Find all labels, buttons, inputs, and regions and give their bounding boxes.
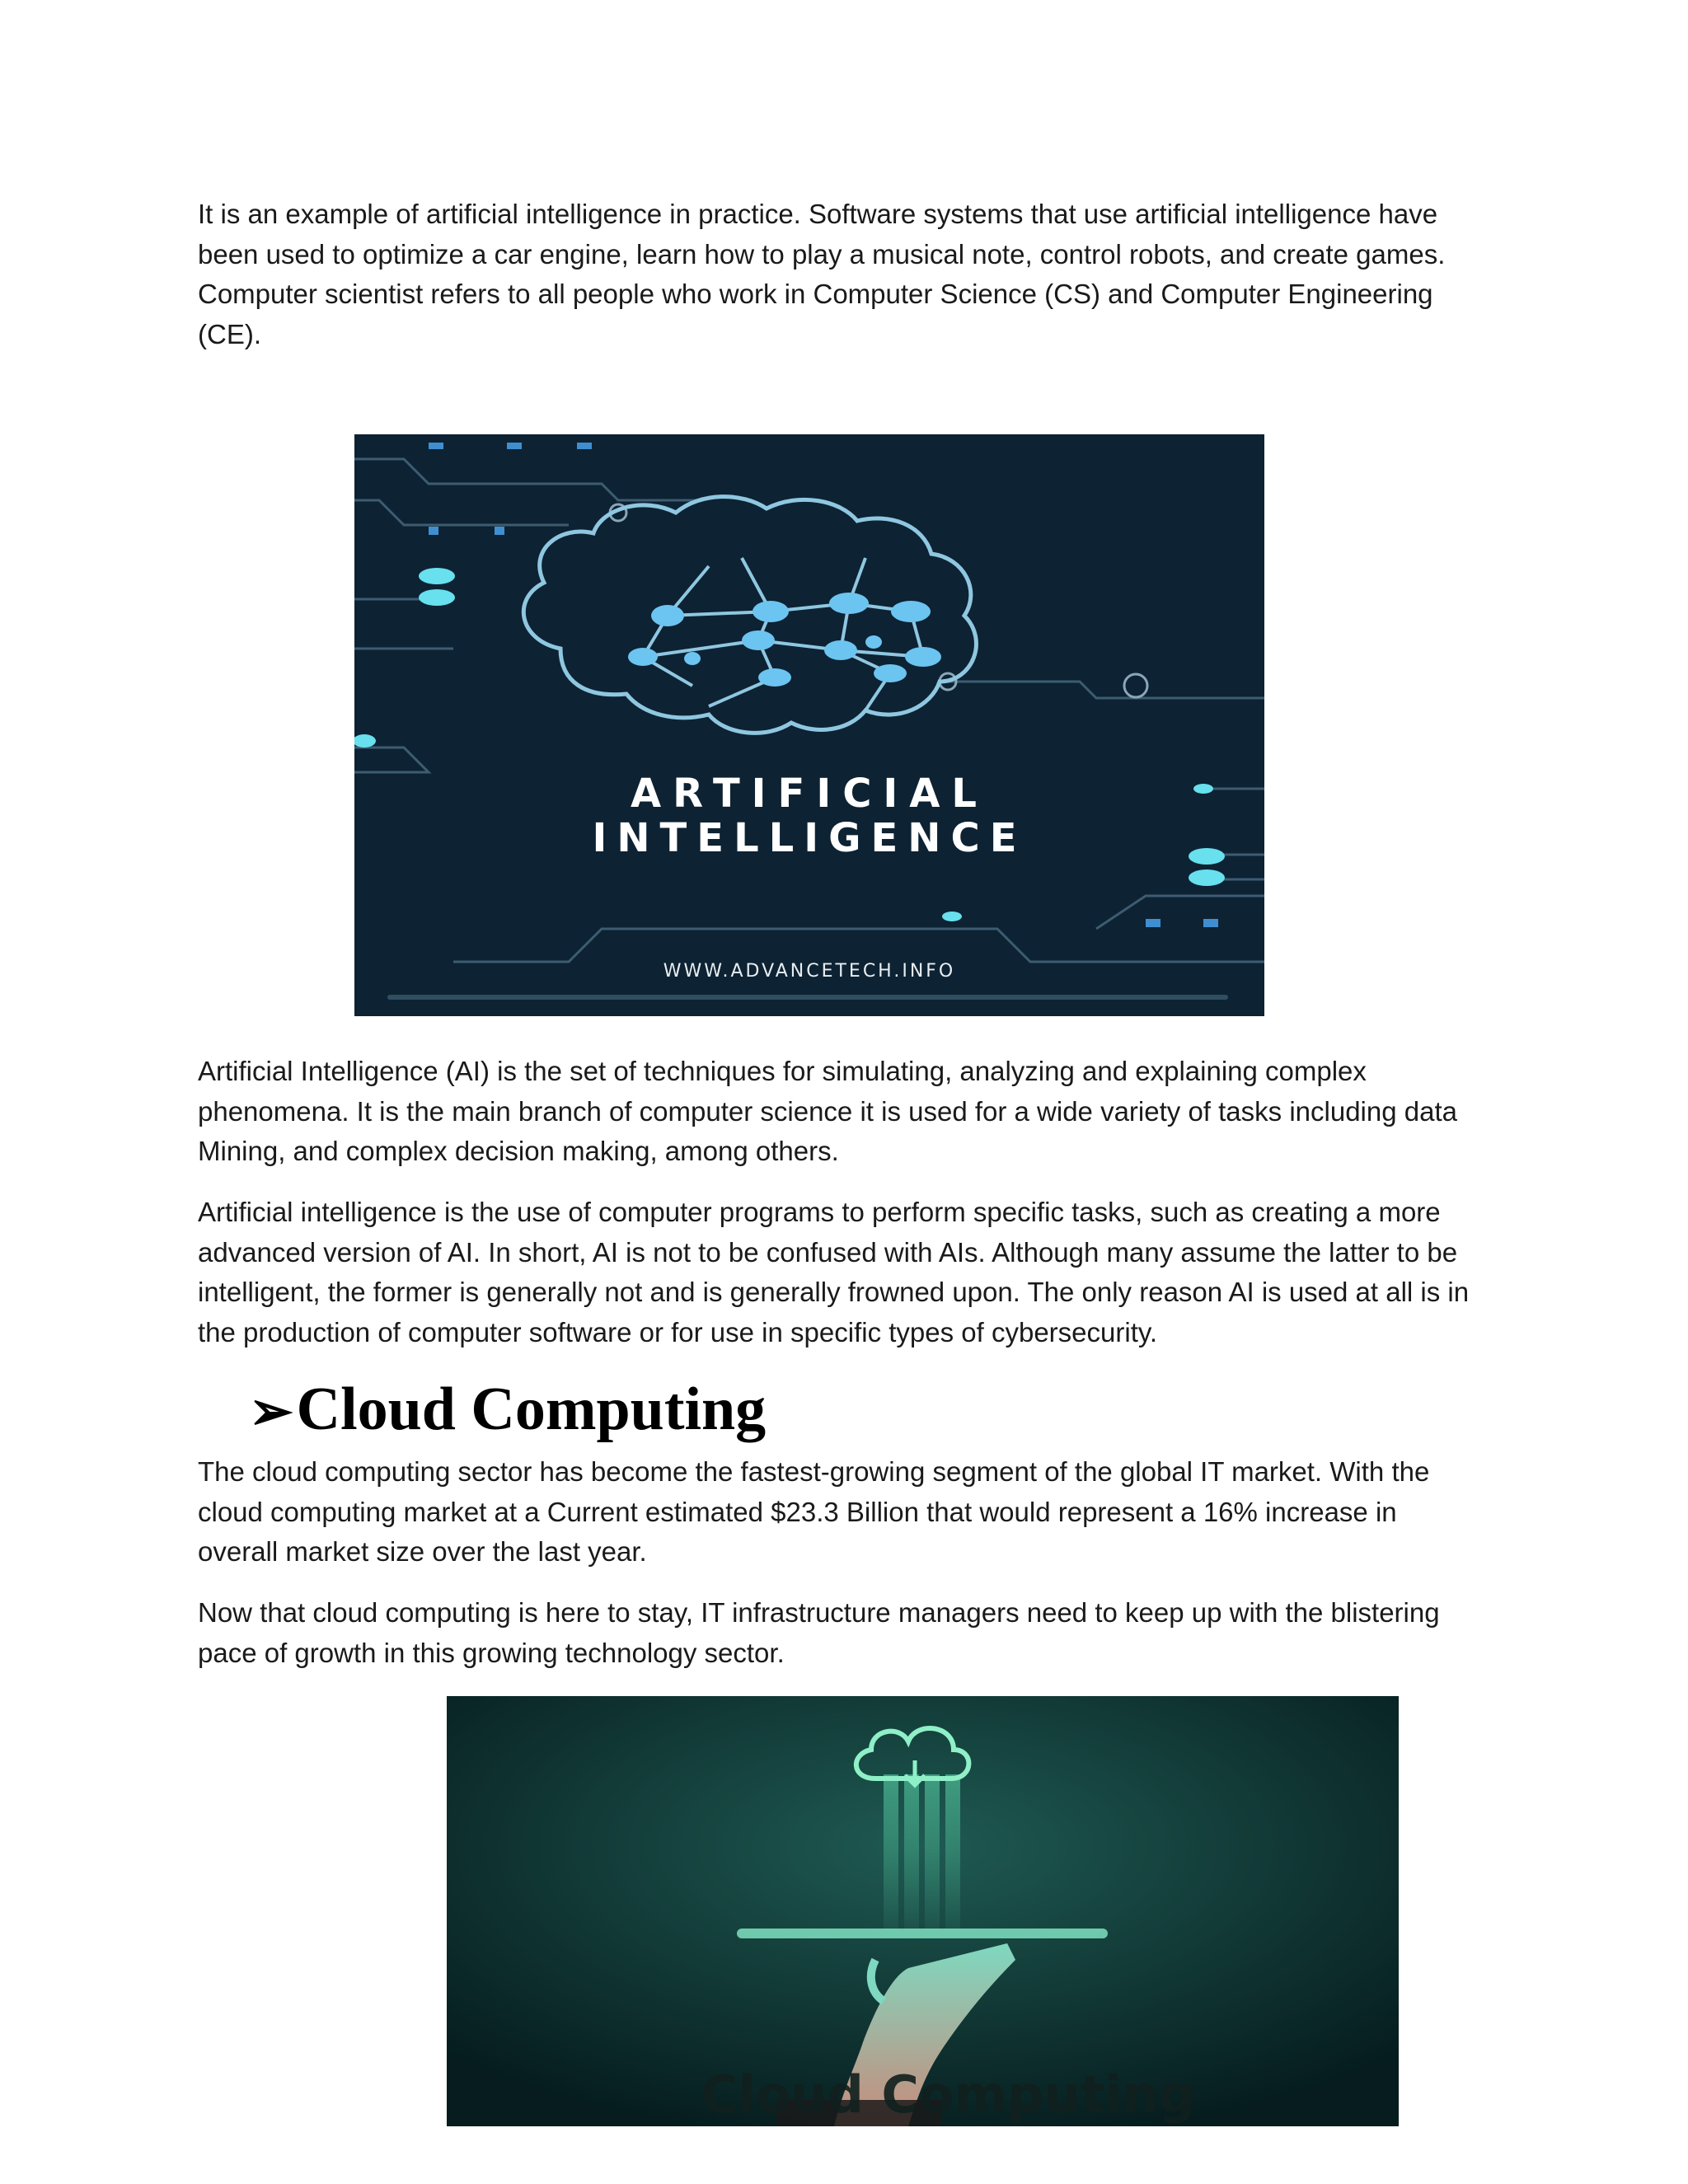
light-beam	[884, 1774, 898, 1931]
brain-node	[628, 648, 658, 666]
brain-node	[651, 605, 684, 626]
brain-node	[684, 652, 701, 665]
glow-dot	[1189, 869, 1225, 886]
light-beam	[925, 1774, 940, 1931]
ai-definition-paragraph: Artificial Intelligence (AI) is the set of techniques for simulating, analyzing and explaining complex phenomena. It is the main branch of computer science it is used for a wide variety of tasks including data Mining, and complex decision making, among others.	[198, 1056, 1457, 1166]
glow-dot	[942, 912, 962, 921]
brain-node	[865, 635, 882, 649]
circuit-pad	[429, 527, 438, 535]
light-beam	[904, 1774, 919, 1931]
circuit-pad	[507, 443, 522, 449]
brain-node	[891, 601, 931, 622]
glow-dot	[1193, 784, 1213, 794]
tablet-device	[737, 1929, 1108, 1938]
arrow-bullet-icon: ➢	[249, 1382, 293, 1441]
circuit-pad	[1146, 919, 1160, 927]
brain-node	[758, 668, 791, 687]
cloud-computing-heading	[249, 1372, 766, 1449]
glow-dot	[1189, 848, 1225, 865]
circuit-pad	[1203, 919, 1218, 927]
ai-image-title-line2: INTELLIGENCE	[592, 815, 1027, 861]
heading-title: Cloud Computing	[296, 1376, 767, 1443]
ai-image-title-line1: ARTIFICIAL	[630, 771, 989, 817]
cloud-image-caption: Cloud Computing	[700, 2064, 1196, 2125]
brain-node	[905, 647, 941, 667]
circuit-strip	[387, 995, 1228, 1000]
intro-paragraph: It is an example of artificial intelligence in practice. Software systems that use artificial intelligence have been used to optimize a car engine, learn how to play a musical note, control robots, and create games. Computer scientist refers to all people who work in Computer Science (CS) and Computer Engineering (CE).	[198, 199, 1446, 349]
cloud-computing-image	[447, 1696, 1399, 2126]
circuit-pad	[429, 443, 443, 449]
circuit-pad	[577, 443, 592, 449]
glow-dot	[419, 568, 455, 584]
circuit-pad	[495, 527, 504, 535]
brain-node	[753, 601, 789, 622]
cloud-market-paragraph: The cloud computing sector has become the fastest-growing segment of the global IT market. With the cloud computing market at a Current estimated $23.3 Billion that would represent a 16% increase in overall market size over the last year.	[198, 1456, 1430, 1567]
light-beam	[945, 1774, 960, 1931]
glow-dot	[419, 589, 455, 606]
brain-node	[742, 630, 775, 650]
ai-image-url: WWW.ADVANCETECH.INFO	[663, 961, 956, 982]
cloud-growth-paragraph: Now that cloud computing is here to stay, IT infrastructure managers need to keep up with the blistering pace of growth in this growing technology sector.	[198, 1597, 1440, 1668]
brain-node	[829, 593, 869, 614]
brain-node	[824, 640, 857, 660]
ai-usage-paragraph: Artificial intelligence is the use of computer programs to perform specific tasks, such as creating a more advanced version of AI. In short, AI is not to be confused with AIs. Although many assume the latter to be intelligent, the former is generally not and is generally frowned upon. The only reason AI is used at all is in the production of computer software or for use in specific types of cybersecurity.	[198, 1197, 1470, 1347]
ai-brain-image	[354, 434, 1264, 1016]
brain-node	[874, 664, 907, 682]
